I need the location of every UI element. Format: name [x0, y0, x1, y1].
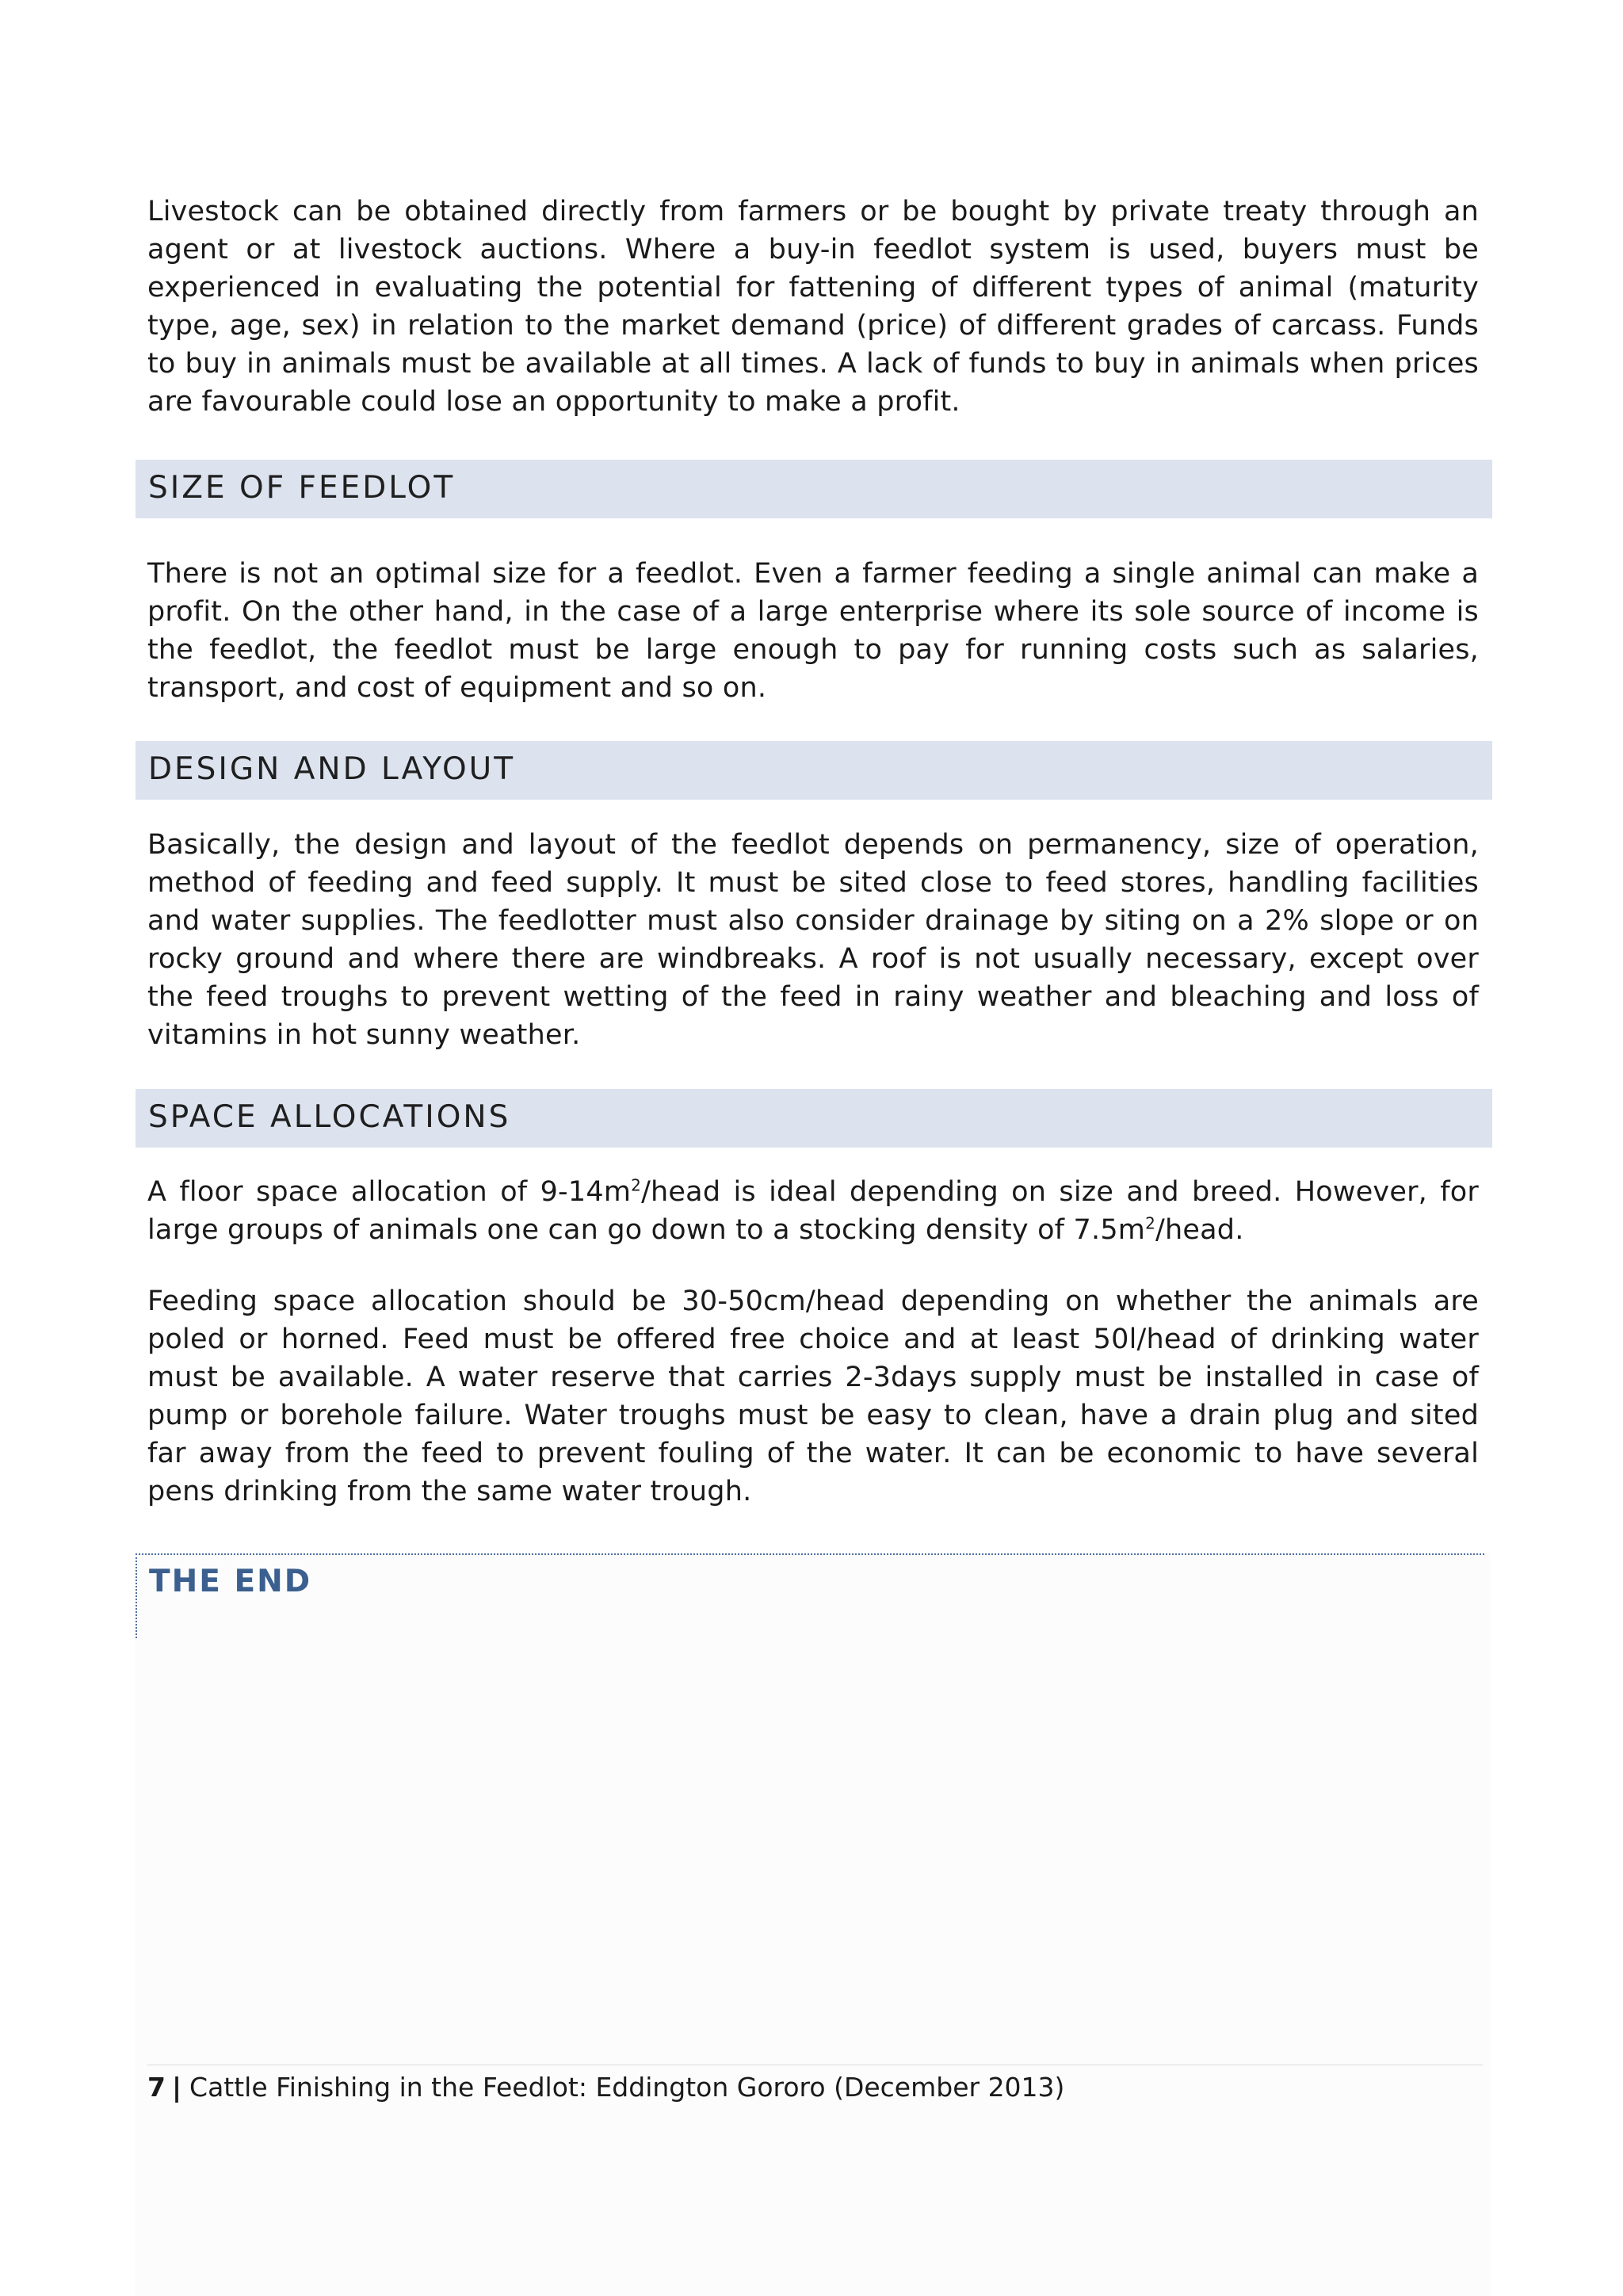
- floor-space-text: [147, 1173, 1479, 1249]
- size-of-feedlot-text: There is not an optimal size for a feedlot. Even a farmer feeding a single animal can make a profit. On the other hand, in the case of a large enterprise where its sole source of income is the feedlot, the feedlot must be large enough to pay for running costs such as salaries, transport, and cost of equipment and so on.: [147, 558, 1479, 704]
- section-heading-text: SIZE OF FEEDLOT: [148, 470, 456, 506]
- section-heading-size-of-feedlot: [136, 460, 1492, 518]
- feeding-space-paragraph: [147, 1282, 1479, 1511]
- floor-space-text-part3: /head.: [1155, 1214, 1244, 1246]
- end-heading: THE END: [149, 1564, 312, 1599]
- superscript-squared: 2: [631, 1175, 642, 1195]
- page-number: 7: [147, 2072, 166, 2103]
- section-heading-design-and-layout: [136, 741, 1492, 800]
- floor-space-text-part2: /head is ideal depending on size and breed. However, for large groups of animals one can go down to a stocking density of 7.5m: [147, 1176, 1479, 1246]
- size-of-feedlot-paragraph: [147, 555, 1479, 707]
- intro-text: Livestock can be obtained directly from farmers or be bought by private treaty through an agent or at livestock auctions. Where a buy-in feedlot system is used, buyers must be experienced in evaluating the potential for fattening of different types of animal (maturity type, age, sex) in relation to the market demand (price) of different grades of carcass. Funds to buy in animals must be available at all times. A lack of funds to buy in animals when prices are favourable could lose an opportunity to make a profit.: [147, 196, 1479, 418]
- section-heading-text: DESIGN AND LAYOUT: [148, 751, 516, 787]
- superscript-squared: 2: [1145, 1213, 1156, 1233]
- floor-space-paragraph: [147, 1173, 1479, 1249]
- footer-text: Cattle Finishing in the Feedlot: Eddington Gororo (December 2013): [189, 2072, 1065, 2103]
- design-and-layout-paragraph: [147, 826, 1479, 1054]
- feeding-space-text: Feeding space allocation should be 30-50cm/head depending on whether the animals are poled or horned. Feed must be offered free choice and at least 50l/head of drinking water must be available. A water reserve that carries 2-3days supply must be installed in case of pump or borehole failure. Water troughs must be easy to clean, have a drain plug and sited far away from the feed to prevent fouling of the water. It can be economic to have several pens drinking from the same water trough.: [147, 1286, 1479, 1507]
- design-and-layout-text: Basically, the design and layout of the feedlot depends on permanency, size of operation, method of feeding and feed supply. It must be sited close to feed stores, handling facilities and water supplies. The feedlotter must also consider drainage by siting on a 2% slope or on rocky ground and where there are windbreaks. A roof is not usually necessary, except over the feed troughs to prevent wetting of the feed in rainy weather and bleaching and loss of vitamins in hot sunny weather.: [147, 829, 1479, 1051]
- section-heading-text: SPACE ALLOCATIONS: [148, 1099, 511, 1135]
- end-heading-box: [136, 1553, 1484, 1638]
- page-footer: [147, 2070, 1064, 2105]
- intro-paragraph: [147, 193, 1479, 421]
- section-heading-space-allocations: [136, 1089, 1492, 1148]
- footer-separator: |: [171, 2072, 182, 2103]
- floor-space-text-part1: A floor space allocation of 9-14m: [147, 1176, 632, 1208]
- page-background-tint: [135, 1553, 1490, 2296]
